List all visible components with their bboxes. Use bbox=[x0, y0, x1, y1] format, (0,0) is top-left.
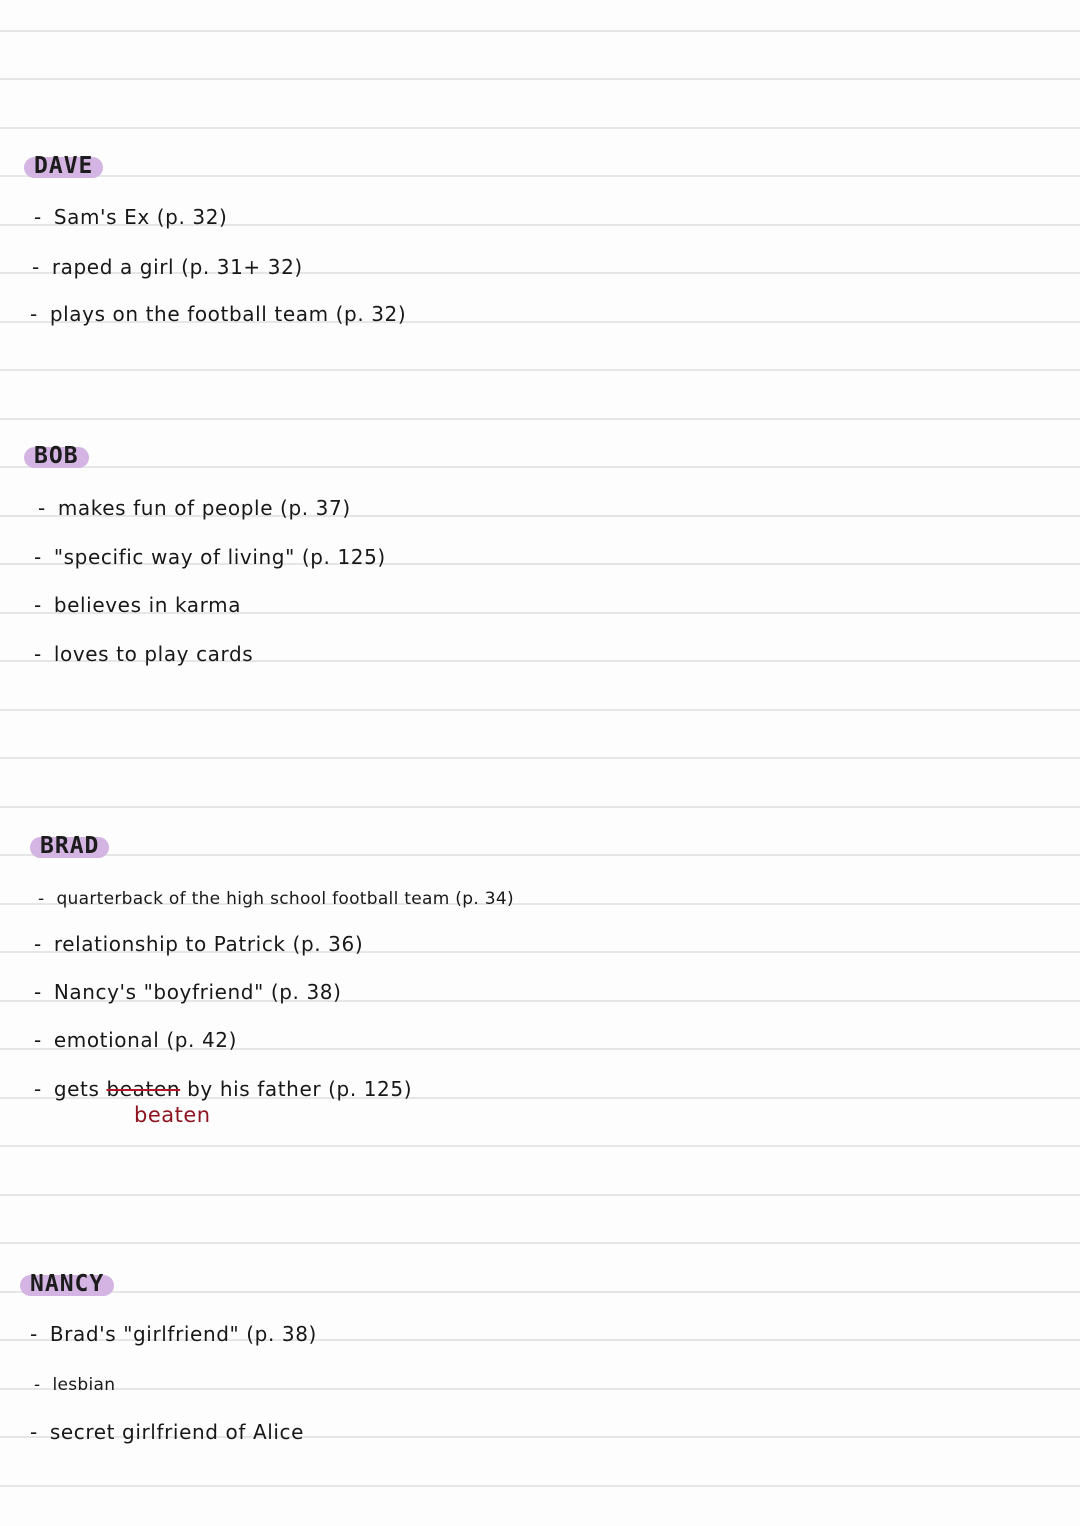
ruled-line bbox=[0, 757, 1080, 759]
list-item bbox=[34, 203, 227, 231]
ruled-line bbox=[0, 1485, 1080, 1487]
bullet-dash: - bbox=[34, 1375, 41, 1395]
item-text: loves to play cards bbox=[53, 642, 254, 666]
item-text: plays on the football team (p. 32) bbox=[49, 302, 407, 326]
bullet-dash: - bbox=[34, 642, 42, 666]
item-text: lesbian bbox=[52, 1375, 116, 1395]
ruled-line bbox=[0, 1194, 1080, 1196]
item-text: makes fun of people (p. 37) bbox=[57, 496, 351, 520]
ruled-line bbox=[0, 127, 1080, 129]
list-item bbox=[30, 300, 406, 328]
item-text: Brad's "girlfriend" (p. 38) bbox=[49, 1322, 317, 1346]
list-item bbox=[30, 1418, 304, 1446]
ruled-line bbox=[0, 1291, 1080, 1293]
item-text: "specific way of living" (p. 125) bbox=[53, 545, 386, 569]
list-item bbox=[34, 1371, 115, 1399]
bullet-dash: - bbox=[30, 1322, 38, 1346]
list-item bbox=[34, 640, 253, 668]
bullet-dash: - bbox=[38, 889, 45, 909]
item-text-before: gets bbox=[53, 1077, 100, 1101]
heading-bob: BOB bbox=[24, 441, 89, 471]
bullet-dash: - bbox=[34, 980, 42, 1004]
ruled-line bbox=[0, 709, 1080, 711]
struck-word: beaten bbox=[106, 1077, 181, 1101]
bullet-dash: - bbox=[32, 255, 40, 279]
item-text: emotional (p. 42) bbox=[53, 1028, 237, 1052]
list-item bbox=[38, 885, 514, 913]
heading-nancy: NANCY bbox=[20, 1269, 114, 1299]
bullet-dash: - bbox=[30, 302, 38, 326]
bullet-dash: - bbox=[34, 593, 42, 617]
ruled-line bbox=[0, 854, 1080, 856]
list-item bbox=[34, 1026, 237, 1054]
ruled-line bbox=[0, 806, 1080, 808]
ruled-line bbox=[0, 175, 1080, 177]
list-item bbox=[38, 494, 351, 522]
list-item bbox=[34, 978, 342, 1006]
item-text-after: by his father (p. 125) bbox=[187, 1077, 413, 1101]
bullet-dash: - bbox=[34, 205, 42, 229]
handwritten-correction: beaten bbox=[134, 1103, 211, 1127]
list-item bbox=[34, 1075, 412, 1103]
item-text: believes in karma bbox=[53, 593, 242, 617]
ruled-line bbox=[0, 30, 1080, 32]
ruled-line bbox=[0, 1145, 1080, 1147]
heading-dave: DAVE bbox=[24, 151, 103, 181]
list-item bbox=[32, 253, 303, 281]
ruled-line bbox=[0, 369, 1080, 371]
bullet-dash: - bbox=[34, 1077, 42, 1101]
ruled-line bbox=[0, 1388, 1080, 1390]
item-text: relationship to Patrick (p. 36) bbox=[53, 932, 364, 956]
item-text: secret girlfriend of Alice bbox=[49, 1420, 305, 1444]
bullet-dash: - bbox=[34, 932, 42, 956]
bullet-dash: - bbox=[38, 496, 46, 520]
list-item bbox=[30, 1320, 317, 1348]
bullet-dash: - bbox=[34, 1028, 42, 1052]
item-text: Nancy's "boyfriend" (p. 38) bbox=[53, 980, 342, 1004]
ruled-line bbox=[0, 1242, 1080, 1244]
item-text: Sam's Ex (p. 32) bbox=[53, 205, 228, 229]
bullet-dash: - bbox=[30, 1420, 38, 1444]
item-text: raped a girl (p. 31+ 32) bbox=[51, 255, 303, 279]
list-item bbox=[34, 930, 363, 958]
list-item bbox=[34, 591, 241, 619]
item-text: quarterback of the high school football team (p. 34) bbox=[56, 889, 514, 909]
bullet-dash: - bbox=[34, 545, 42, 569]
list-item bbox=[34, 543, 386, 571]
heading-brad: BRAD bbox=[30, 831, 109, 861]
ruled-line bbox=[0, 418, 1080, 420]
ruled-line bbox=[0, 466, 1080, 468]
ruled-line bbox=[0, 78, 1080, 80]
